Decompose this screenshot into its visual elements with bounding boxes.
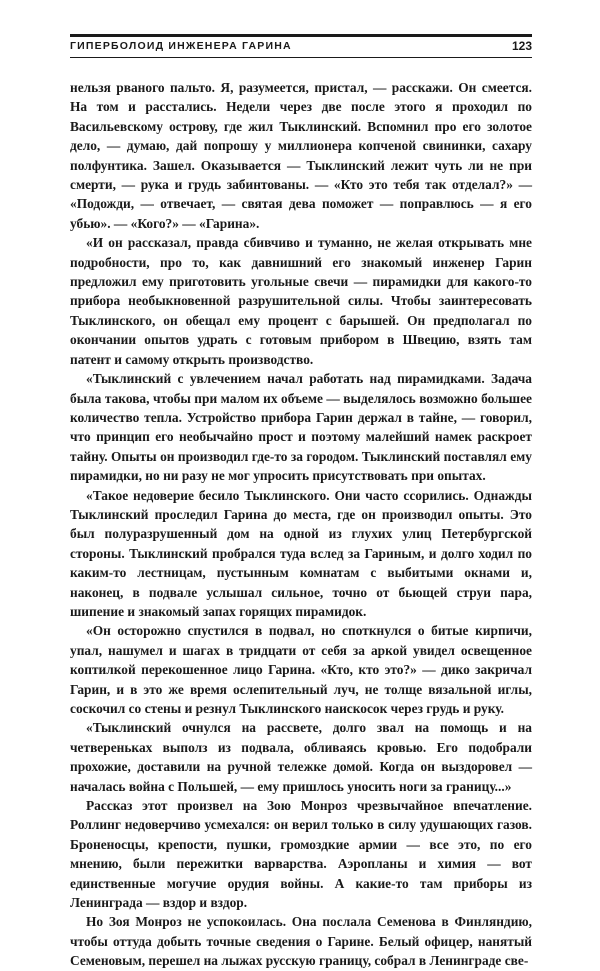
body-text	[70, 78, 532, 971]
paragraph-8: Но Зоя Монроз не успокоилась. Она послала Семенова в Финляндию, чтобы оттуда добыть точные сведения о Гарине. Белый офицер, нанятый Семеновым, перешел на лыжах русскую границу, собрал в Ленинграде све-	[70, 914, 532, 969]
paragraph-3: «Тыклинский с увлечением начал работать над пирамидками. Задача была такова, чтобы при малом их объеме — выделялось возможно большее количество тепла. Устройство прибора Гарин держал в тайне, — говорил, что принцип его необычайно прост и поэтому малейший намек раскроет тайну. Опыты он производил где-то за городом. Тыклинский поставлял ему пирамидки, но ни разу не мог упросить присутствовать при опытах.	[70, 371, 532, 484]
running-header	[70, 34, 532, 58]
paragraph-7: Рассказ этот произвел на Зою Монроз чрезвычайное впечатление. Роллинг недоверчиво усмехался: он верил только в силу удушающих газов. Броненосцы, крепости, пушки, громоздкие армии — все это, по его мнению, были пережитки варварства. Аэропланы и химия — вот единственные могучие орудия войны. А какие-то там приборы из Ленинграда — вздор и вздор.	[70, 798, 532, 911]
paragraph-5: «Он осторожно спустился в подвал, но споткнулся о битые кирпичи, упал, нашумел и шагах в тридцати от себя за аркой увидел освещенное коптилкой перекошенное лицо Гарина. «Кто, кто это?» — дико закричал Гарин, и в это же время ослепительный луч, не толще вязальной иглы, соскочил со стены и резнул Тыклинского наискосок через грудь и руку.	[70, 623, 532, 716]
page-number: 123	[511, 39, 532, 53]
running-title: ГИПЕРБОЛОИД ИНЖЕНЕРА ГАРИНА	[70, 40, 292, 52]
paragraph-6: «Тыклинский очнулся на рассвете, долго звал на помощь и на четвереньках выполз из подвала, обливаясь кровью. Его подобрали прохожие, доставили на ручной тележке домой. Когда он выздоровел — началась война с Польшей, — ему пришлось уносить ноги за границу...»	[70, 720, 532, 794]
book-page	[70, 34, 532, 971]
paragraph-2: «И он рассказал, правда сбивчиво и туманно, не желая открывать мне подробности, про то, как давнишний его знакомый инженер Гарин предложил ему приготовить угольные свечи — пирамидки для какого-то прибора необыкновенной разрушительной силы. Чтобы заинтересовать Тыклинского, он обещал ему процент с барышей. Он предполагал по окончании опытов удрать с готовым прибором в Швецию, взять там патент и самому открыть производство.	[70, 235, 532, 367]
paragraph-4: «Такое недоверие бесило Тыклинского. Они часто ссорились. Однажды Тыклинский проследил Гарина до места, где он производил опыты. Это был полуразрушенный дом на одной из глухих улиц Петербургской стороны. Тыклинский пробрался туда вслед за Гариным, и долго ходил по каким-то лестницам, пустынным комнатам с выбитыми окнами и, наконец, в подвале услышал сильное, точно от бьющей струи пара, шипение и знакомый запах горящих пирамидок.	[70, 487, 532, 619]
paragraph-1: нельзя рваного пальто. Я, разумеется, пристал, — расскажи. Он смеется. На том и расстались. Недели через две после этого я проходил по Васильевскому острову, где жил Тыклинский. Вспомнил про его золотое дело, — думаю, дай попрошу у миллионера копченой свининки, сахару полфунтика. Зашел. Оказывается — Тыклинский лежит чуть ли не при смерти, — рука и грудь забинтованы. — «Кто это тебя так отделал?» — «Подожди, — отвечает, — святая дева поможет — поправлюсь — я его убью». — «Кого?» — «Гарина».	[70, 80, 532, 231]
